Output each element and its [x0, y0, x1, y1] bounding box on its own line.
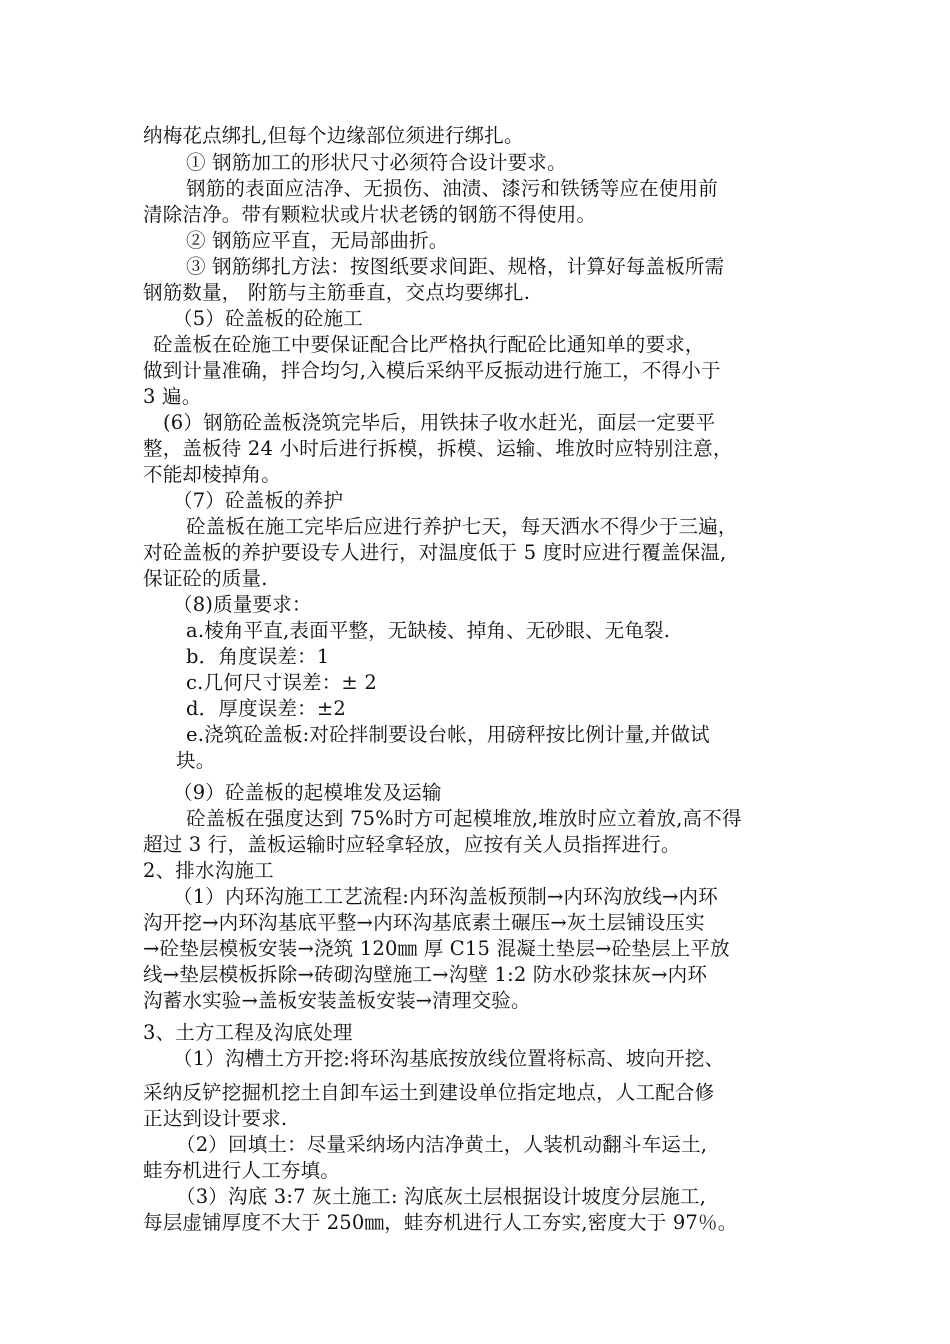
- text-line: （3）沟底 3:7 灰土施工: 沟底灰土层根据设计坡度分层施工,: [176, 1185, 707, 1208]
- text-line: 纳梅花点绑扎,但每个边缘部位须进行绑扎。: [143, 124, 524, 147]
- text-line: （1）沟槽土方开挖:将环沟基底按放线位置将标高、坡向开挖、: [173, 1047, 725, 1070]
- text-line: 砼盖板在强度达到 75%时方可起模堆放,堆放时应立着放,高不得: [186, 807, 742, 830]
- text-line: 砼盖板在施工完毕后应进行养护七天，每天洒水不得少于三遍，: [186, 515, 738, 538]
- text-line: 正达到设计要求.: [143, 1107, 288, 1130]
- section-heading: （5）砼盖板的砼施工: [173, 307, 363, 330]
- text-line: 不能却棱掉角。: [143, 463, 281, 486]
- text-line: 清除洁净。带有颗粒状或片状老锈的钢筋不得使用。: [143, 203, 597, 226]
- text-line: ② 钢筋应平直，无局部曲折。: [186, 229, 449, 252]
- text-line: 每层虚铺厚度不大于 250㎜，蛙夯机进行人工夯实,密度大于 97％。: [143, 1211, 738, 1234]
- text-line: 沟开挖→内环沟基底平整→内环沟基底素土碾压→灰土层铺设压实: [143, 911, 705, 934]
- text-line: 钢筋数量， 附筋与主筋垂直，交点均要绑扎.: [143, 281, 531, 304]
- section-heading: 3、土方工程及沟底处理: [143, 1021, 353, 1044]
- section-heading: （7）砼盖板的养护: [173, 489, 344, 512]
- text-line: 线→垫层模板拆除→砖砌沟壁施工→沟壁 1:2 防水砂浆抹灰→内环: [143, 963, 708, 986]
- text-line: 蛙夯机进行人工夯填。: [143, 1159, 341, 1182]
- text-line: 3 遍。: [143, 385, 202, 408]
- section-heading: （9）砼盖板的起模堆发及运输: [173, 781, 442, 804]
- text-line: ③ 钢筋绑扎方法：按图纸要求间距、规格，计算好每盖板所需: [186, 255, 725, 278]
- text-line: 对砼盖板的养护要设专人进行，对温度低于 5 度时应进行覆盖保温,: [143, 541, 727, 564]
- text-line: 钢筋的表面应洁净、无损伤、油渍、漆污和铁锈等应在使用前: [186, 177, 718, 200]
- list-item: b．角度误差：1: [186, 645, 330, 668]
- text-line: (6）钢筋砼盖板浇筑完毕后，用铁抹子收水赶光，面层一定要平: [163, 411, 716, 434]
- text-line: 沟蓄水实验→盖板安装盖板安装→清理交验。: [143, 989, 531, 1012]
- section-heading: （8)质量要求：: [173, 593, 312, 616]
- text-line: （2）回填土：尽量采纳场内洁净黄土，人装机动翻斗车运土,: [176, 1133, 708, 1156]
- text-line: 砼盖板在砼施工中要保证配合比严格执行配砼比通知单的要求，: [153, 333, 705, 356]
- list-item: d．厚度误差：±2: [186, 697, 347, 720]
- text-line: 保证砼的质量.: [143, 567, 268, 590]
- text-line: 超过 3 行，盖板运输时应轻拿轻放，应按有关人员指挥进行。: [143, 833, 681, 856]
- list-item: a.棱角平直,表面平整，无缺棱、掉角、无砂眼、无龟裂.: [186, 619, 671, 642]
- text-line: 做到计量准确，拌合均匀,入模后采纳平反振动进行施工，不得小于: [143, 359, 721, 382]
- text-line: ① 钢筋加工的形状尺寸必须符合设计要求。: [186, 151, 567, 174]
- list-item: e.浇筑砼盖板:对砼拌制要设台帐，用磅秤按比例计量,并做试: [186, 723, 710, 746]
- text-line: →砼垫层模板安装→浇筑 120㎜ 厚 C15 混凝土垫层→砼垫层上平放: [143, 937, 730, 960]
- text-line: 采纳反铲挖掘机挖土自卸车运土到建设单位指定地点，人工配合修: [143, 1081, 715, 1104]
- list-item: c.几何尺寸误差：± 2: [186, 671, 377, 694]
- text-line: （1）内环沟施工工艺流程:内环沟盖板预制→内环沟放线→内环: [173, 885, 718, 908]
- text-line: 整，盖板待 24 小时后进行拆模，拆模、运输、堆放时应特别注意，: [143, 437, 733, 460]
- section-heading: 2、排水沟施工: [143, 859, 274, 882]
- list-item: 块。: [176, 749, 216, 772]
